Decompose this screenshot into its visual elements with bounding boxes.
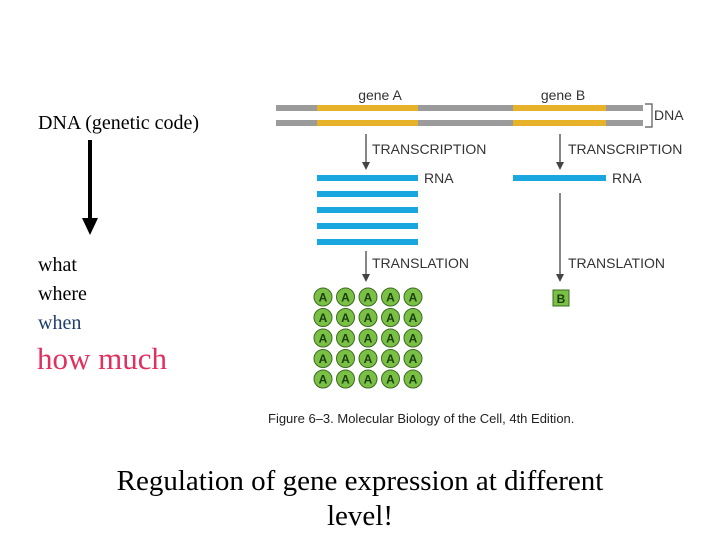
rna-bar-a-1 bbox=[317, 175, 418, 181]
rna-bar-a-5 bbox=[317, 239, 418, 245]
gene-b-segment-bottom bbox=[513, 120, 606, 126]
protein-a-label: A bbox=[386, 352, 395, 366]
protein-b-label: B bbox=[556, 292, 566, 306]
protein-a-molecule bbox=[382, 370, 400, 388]
protein-a-label: A bbox=[386, 311, 395, 325]
protein-a-molecule bbox=[314, 329, 332, 347]
question-when: when bbox=[38, 312, 82, 334]
gene-a-segment-top bbox=[317, 105, 418, 111]
protein-a-label: A bbox=[341, 290, 350, 305]
protein-a-label: A bbox=[341, 352, 350, 366]
protein-a-molecule bbox=[314, 370, 332, 388]
protein-a-label: A bbox=[386, 290, 395, 305]
rna-label-a: RNA bbox=[424, 170, 454, 186]
gene-b-label: gene B bbox=[540, 87, 586, 103]
protein-a-label: A bbox=[341, 372, 350, 387]
translation-arrow-b-icon bbox=[556, 193, 564, 282]
protein-a-label: A bbox=[363, 311, 373, 325]
protein-a-label: A bbox=[386, 331, 395, 346]
protein-a-molecule bbox=[337, 288, 355, 306]
protein-a-molecule bbox=[359, 370, 377, 388]
protein-a-molecule bbox=[314, 309, 332, 327]
transcription-arrow-b-icon bbox=[556, 134, 564, 170]
translation-label-a: TRANSLATION bbox=[372, 255, 469, 271]
protein-a-label: A bbox=[408, 290, 418, 305]
protein-a-label: A bbox=[363, 331, 373, 346]
rna-bar-a-2 bbox=[317, 191, 418, 197]
translation-label-b: TRANSLATION bbox=[568, 255, 665, 271]
protein-a-molecule bbox=[359, 309, 377, 327]
question-what: what bbox=[38, 254, 77, 276]
protein-a-label: A bbox=[363, 352, 373, 366]
rna-bar-a-3 bbox=[317, 207, 418, 213]
protein-a-molecule bbox=[337, 350, 355, 368]
transcription-arrow-a-icon bbox=[362, 134, 370, 170]
protein-a-molecule bbox=[337, 370, 355, 388]
protein-a-molecule bbox=[337, 309, 355, 327]
protein-a-molecule bbox=[404, 288, 422, 306]
protein-a-molecule bbox=[382, 350, 400, 368]
protein-a-grid bbox=[314, 288, 422, 388]
protein-a-molecule bbox=[314, 288, 332, 306]
protein-a-molecule bbox=[404, 370, 422, 388]
dna-bracket bbox=[645, 104, 652, 127]
dna-label: DNA bbox=[654, 107, 684, 123]
regulation-statement-line-1: Regulation of gene expression at different bbox=[116, 465, 604, 497]
protein-a-label: A bbox=[318, 311, 328, 325]
protein-a-label: A bbox=[318, 352, 328, 366]
regulation-statement bbox=[0, 464, 720, 534]
protein-a-label: A bbox=[386, 372, 395, 387]
regulation-statement-line-2: level! bbox=[326, 500, 393, 532]
rna-bar-a-4 bbox=[317, 223, 418, 229]
dna-genetic-code-label: DNA (genetic code) bbox=[38, 112, 200, 134]
protein-a-label: A bbox=[318, 331, 328, 346]
transcription-label-a: TRANSCRIPTION bbox=[372, 141, 487, 157]
protein-a-label: A bbox=[408, 372, 418, 387]
protein-a-molecule bbox=[359, 329, 377, 347]
protein-a-label: A bbox=[363, 372, 373, 387]
protein-a-molecule bbox=[382, 329, 400, 347]
question-where: where bbox=[38, 283, 87, 305]
question-how-much: how much bbox=[37, 341, 168, 376]
protein-a-molecule bbox=[404, 309, 422, 327]
protein-a-molecule bbox=[359, 350, 377, 368]
gene-b-segment-top bbox=[513, 105, 606, 111]
protein-a-molecule bbox=[314, 350, 332, 368]
protein-a-label: A bbox=[318, 372, 328, 387]
protein-a-molecule bbox=[404, 350, 422, 368]
protein-a-molecule bbox=[359, 288, 377, 306]
gene-a-label: gene A bbox=[358, 87, 402, 103]
transcription-label-b: TRANSCRIPTION bbox=[568, 141, 683, 157]
translation-arrow-a-icon bbox=[362, 251, 370, 282]
protein-a-molecule bbox=[337, 329, 355, 347]
protein-a-label: A bbox=[363, 290, 373, 305]
protein-b bbox=[553, 290, 569, 306]
protein-a-molecule bbox=[382, 309, 400, 327]
protein-a-label: A bbox=[341, 331, 350, 346]
protein-a-label: A bbox=[408, 331, 418, 346]
rna-bar-b bbox=[513, 175, 606, 181]
protein-a-molecule bbox=[382, 288, 400, 306]
figure-caption: Figure 6–3. Molecular Biology of the Cell, 4th Edition. bbox=[268, 411, 575, 426]
protein-a-label: A bbox=[341, 311, 350, 325]
protein-a-label: A bbox=[318, 290, 328, 305]
gene-a-segment-bottom bbox=[317, 120, 418, 126]
rna-label-b: RNA bbox=[612, 170, 642, 186]
protein-a-molecule bbox=[404, 329, 422, 347]
protein-a-label: A bbox=[408, 352, 418, 366]
protein-a-label: A bbox=[408, 311, 418, 325]
